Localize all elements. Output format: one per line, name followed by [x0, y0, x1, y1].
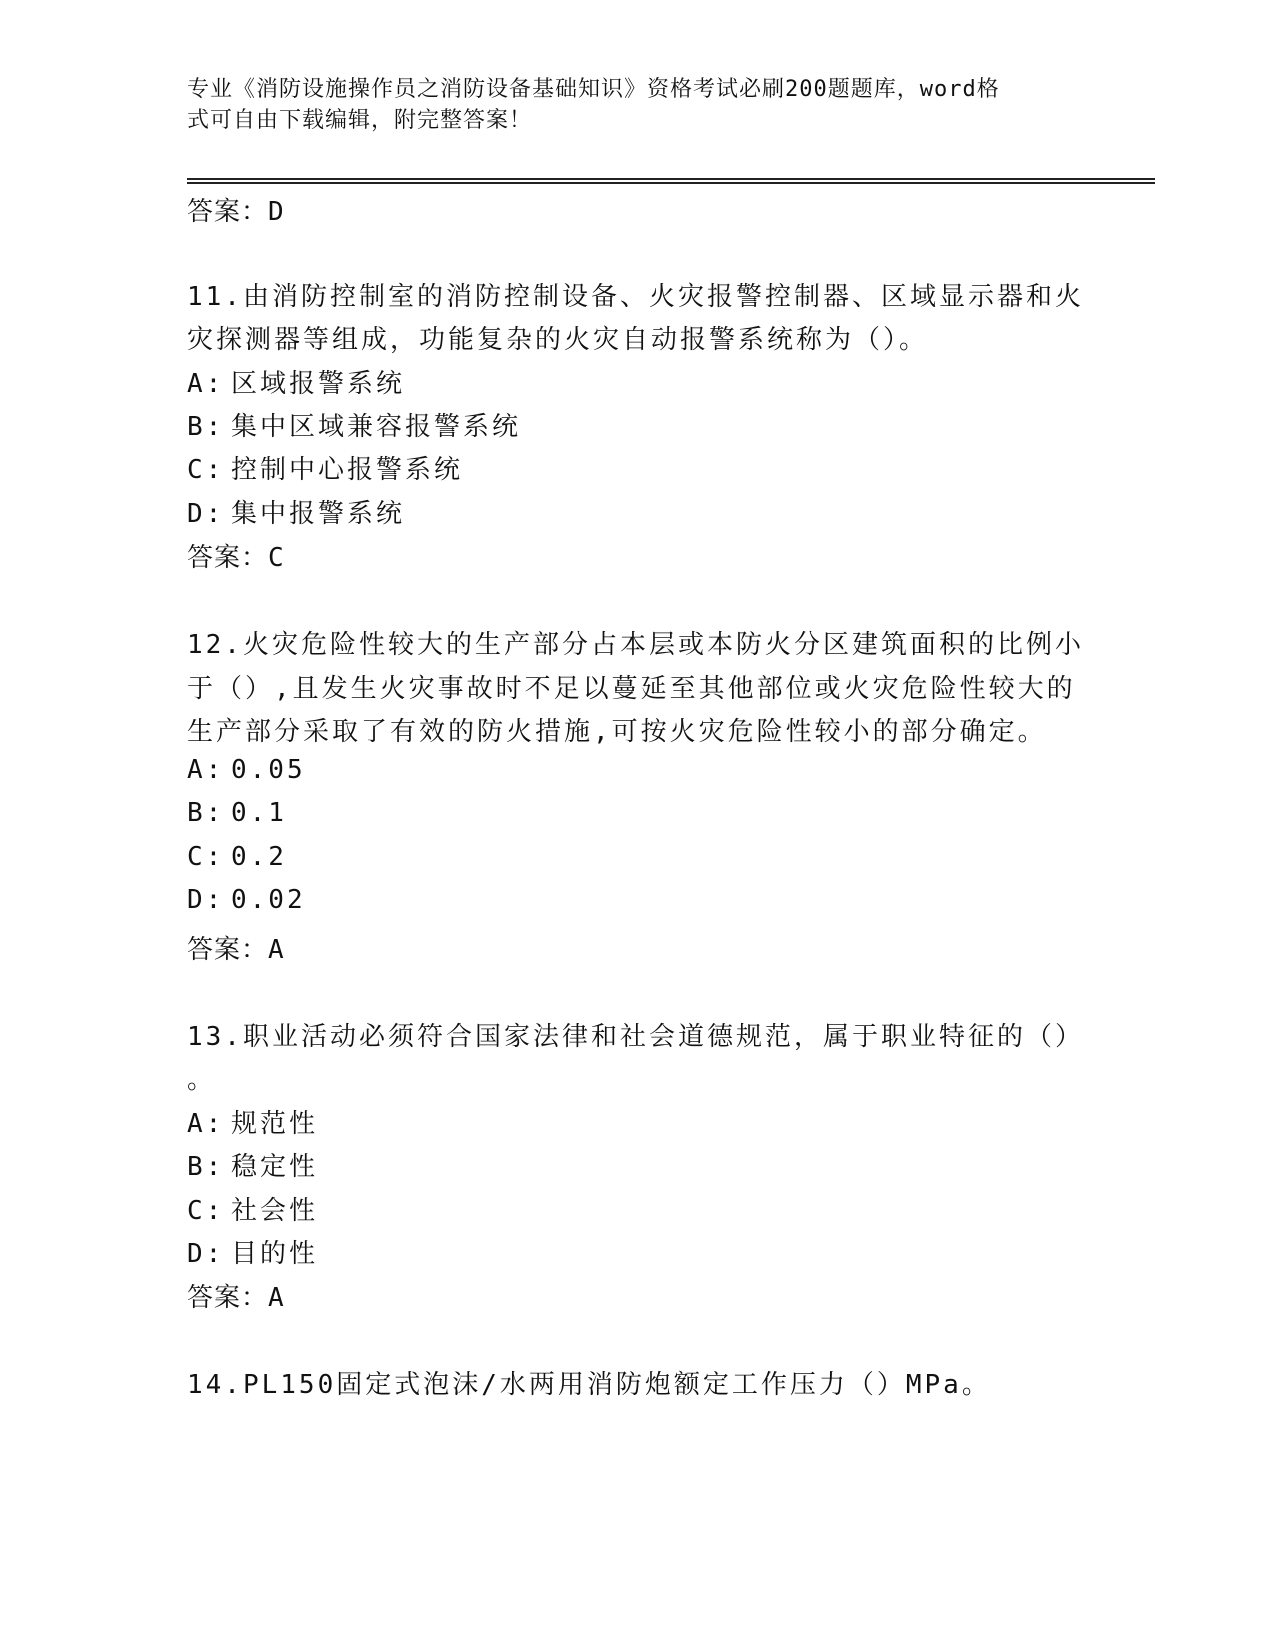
option-label: A:	[187, 369, 225, 399]
question-12-option-a	[187, 755, 306, 785]
question-12-answer: 答案：A	[187, 935, 285, 965]
header-divider-top	[187, 178, 1155, 180]
header-line-1: 专业《消防设施操作员之消防设备基础知识》资格考试必刷200题题库，word格	[187, 77, 1000, 102]
question-13-option-b	[187, 1146, 318, 1183]
question-12-line-1: 12.火灾危险性较大的生产部分占本层或本防火分区建筑面积的比例小	[187, 630, 1084, 660]
document-header	[187, 74, 1067, 136]
option-text: 规范性	[231, 1109, 319, 1139]
question-11-answer: 答案：C	[187, 543, 285, 573]
header-divider-bottom	[187, 182, 1155, 184]
question-14-line-1: 14.PL150固定式泡沫/水两用消防炮额定工作压力（）MPa。	[187, 1370, 991, 1400]
question-12-option-b	[187, 798, 287, 828]
option-text: 集中报警系统	[231, 499, 406, 529]
question-12-option-d	[187, 885, 306, 915]
question-11-option-c	[187, 449, 463, 486]
option-label: D:	[187, 499, 225, 529]
option-text: 稳定性	[231, 1152, 319, 1182]
option-label: C:	[187, 1196, 225, 1226]
question-11-option-a	[187, 363, 405, 400]
option-text: 0.05	[231, 755, 306, 785]
option-label: C:	[187, 842, 225, 872]
question-11-option-b	[187, 406, 521, 443]
question-11-option-d	[187, 493, 405, 530]
header-line-2: 式可自由下载编辑，附完整答案！	[187, 108, 533, 133]
option-text: 控制中心报警系统	[231, 455, 464, 485]
option-label: D:	[187, 885, 225, 915]
option-text: 集中区域兼容报警系统	[231, 412, 522, 442]
option-text: 0.1	[231, 798, 287, 828]
question-12-option-c	[187, 842, 287, 872]
option-text: 区域报警系统	[231, 369, 406, 399]
question-13-option-a	[187, 1103, 318, 1140]
question-13-option-c	[187, 1190, 318, 1227]
question-13-answer: 答案：A	[187, 1283, 285, 1313]
question-13-line-2: 。	[187, 1065, 217, 1095]
option-label: A:	[187, 1109, 225, 1139]
question-12-line-3: 生产部分采取了有效的防火措施,可按火灾危险性较小的部分确定。	[187, 717, 1047, 747]
option-text: 0.2	[231, 842, 287, 872]
question-13-line-1: 13.职业活动必须符合国家法律和社会道德规范，属于职业特征的（）	[187, 1022, 1084, 1052]
option-label: B:	[187, 1152, 225, 1182]
question-12-line-2: 于（）,且发生火灾事故时不足以蔓延至其他部位或火灾危险性较大的	[187, 674, 1076, 704]
option-text: 目的性	[231, 1239, 319, 1269]
option-text: 社会性	[231, 1196, 319, 1226]
option-label: A:	[187, 755, 225, 785]
option-label: C:	[187, 455, 225, 485]
option-label: B:	[187, 798, 225, 828]
question-13-option-d	[187, 1233, 318, 1270]
option-label: B:	[187, 412, 225, 442]
question-11-line-2: 灾探测器等组成，功能复杂的火灾自动报警系统称为（）。	[187, 325, 929, 355]
option-label: D:	[187, 1239, 225, 1269]
question-11-line-1: 11.由消防控制室的消防控制设备、火灾报警控制器、区域显示器和火	[187, 282, 1084, 312]
option-text: 0.02	[231, 885, 306, 915]
previous-answer: 答案：D	[187, 197, 285, 227]
